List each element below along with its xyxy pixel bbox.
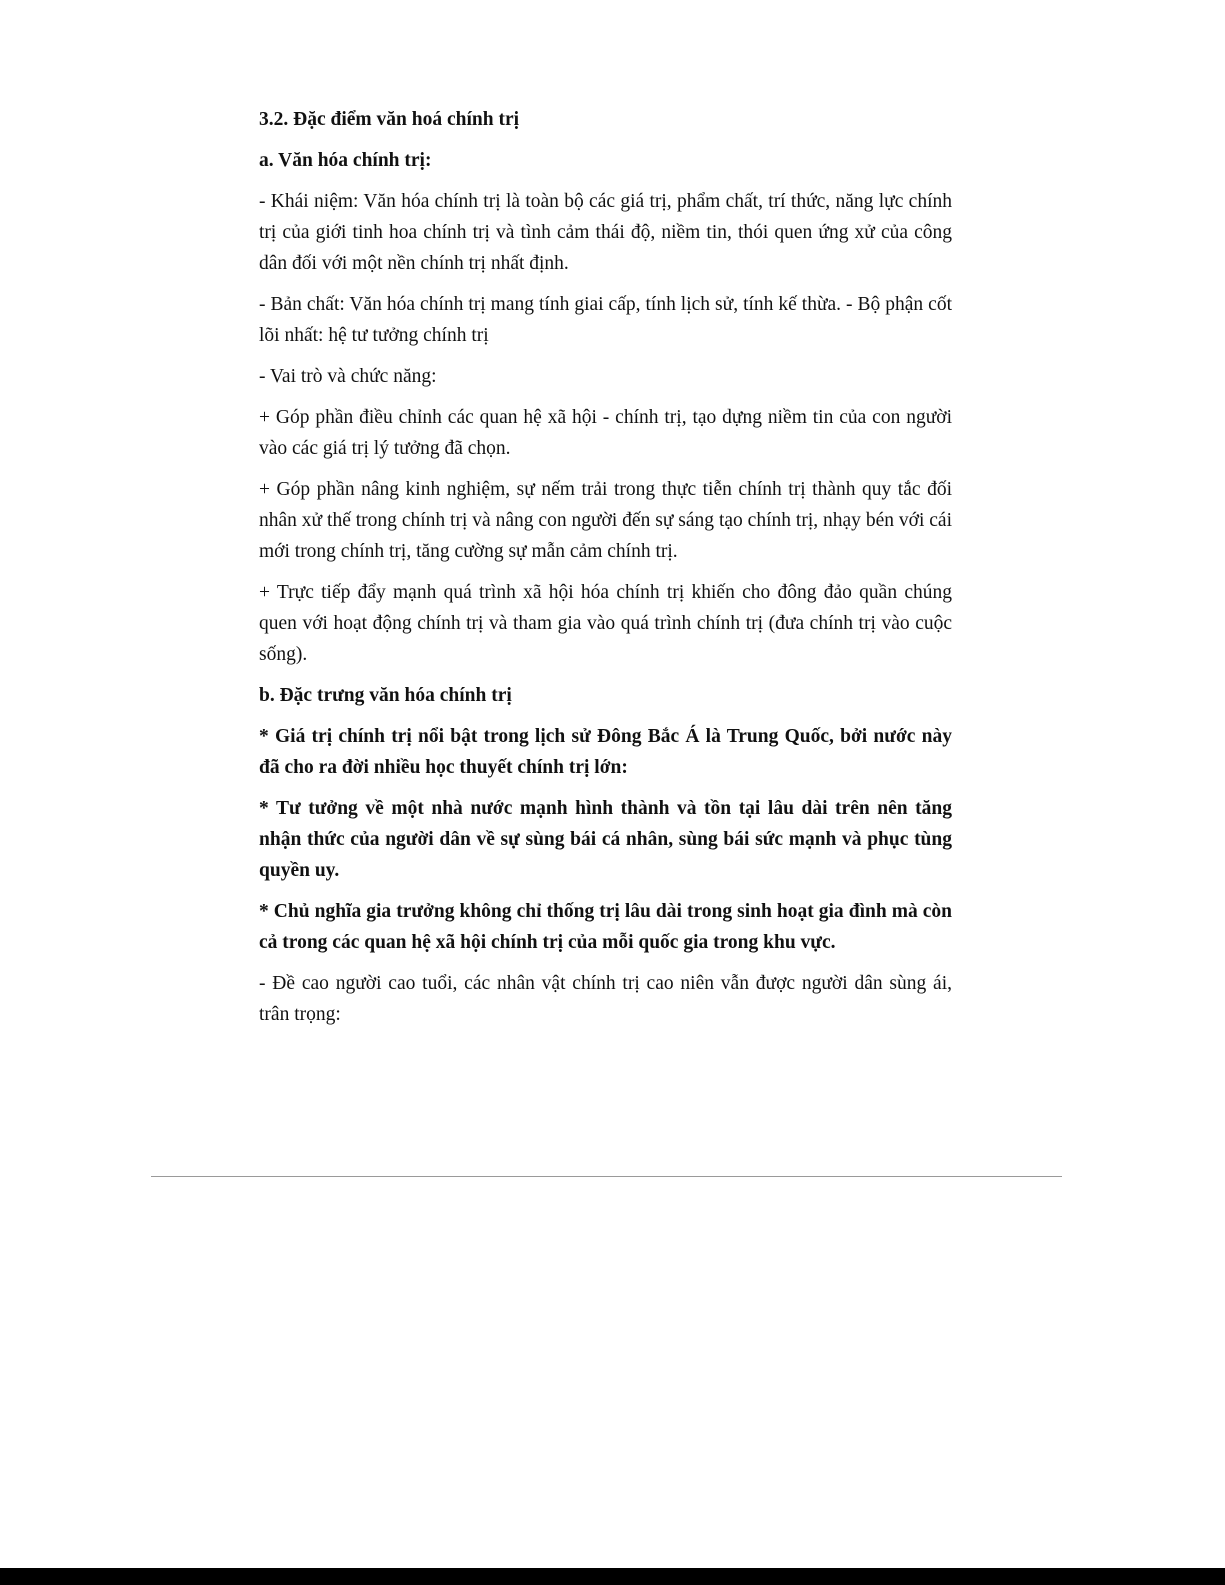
paragraph-roles: - Vai trò và chức năng:: [259, 366, 437, 387]
paragraph-nature: - Bản chất: Văn hóa chính trị mang tính giai cấp, tính lịch sử, tính kế thừa. - Bộ phận cốt lõi nhất: hệ tư tưởng chính trị: [259, 294, 952, 346]
bold-point-3: * Chủ nghĩa gia trưởng không chỉ thống trị lâu dài trong sinh hoạt gia đình mà còn cả trong các quan hệ xã hội chính trị của mỗi quốc gia trong khu vực.: [259, 901, 952, 953]
section-title: 3.2. Đặc điểm văn hoá chính trị: [259, 109, 520, 130]
paragraph-elders: - Đề cao người cao tuổi, các nhân vật chính trị cao niên vẫn được người dân sùng ái, trân trọng:: [259, 973, 952, 1025]
paragraph-concept: - Khái niệm: Văn hóa chính trị là toàn bộ các giá trị, phẩm chất, trí thức, năng lực chính trị của giới tinh hoa chính trị và tình cảm thái độ, niềm tin, thói quen ứng xử của công dân đối với một nền chính trị nhất định.: [259, 191, 952, 274]
document-body: [259, 104, 952, 1040]
subsection-a-title: a. Văn hóa chính trị:: [259, 150, 432, 171]
subsection-b-title: b. Đặc trưng văn hóa chính trị: [259, 685, 512, 706]
paragraph-role-1: + Góp phần điều chỉnh các quan hệ xã hội - chính trị, tạo dựng niềm tin của con người vào các giá trị lý tưởng đã chọn.: [259, 407, 952, 459]
bottom-edge-bar: [0, 1568, 1225, 1585]
bold-point-2: * Tư tưởng về một nhà nước mạnh hình thành và tồn tại lâu dài trên nên tăng nhận thức của người dân về sự sùng bái cá nhân, sùng bái sức mạnh và phục tùng quyền uy.: [259, 798, 952, 881]
page-divider: [151, 1176, 1062, 1177]
bold-point-1: * Giá trị chính trị nổi bật trong lịch sử Đông Bắc Á là Trung Quốc, bởi nước này đã cho ra đời nhiều học thuyết chính trị lớn:: [259, 726, 952, 778]
paragraph-role-2: + Góp phần nâng kinh nghiệm, sự nếm trải trong thực tiễn chính trị thành quy tắc đối nhân xử thế trong chính trị và nâng con người đến sự sáng tạo chính trị, nhạy bén với cái mới trong chính trị, tăng cường sự mẫn cảm chính trị.: [259, 479, 952, 562]
paragraph-role-3: + Trực tiếp đẩy mạnh quá trình xã hội hóa chính trị khiến cho đông đảo quần chúng quen với hoạt động chính trị và tham gia vào quá trình chính trị (đưa chính trị vào cuộc sống).: [259, 582, 952, 665]
